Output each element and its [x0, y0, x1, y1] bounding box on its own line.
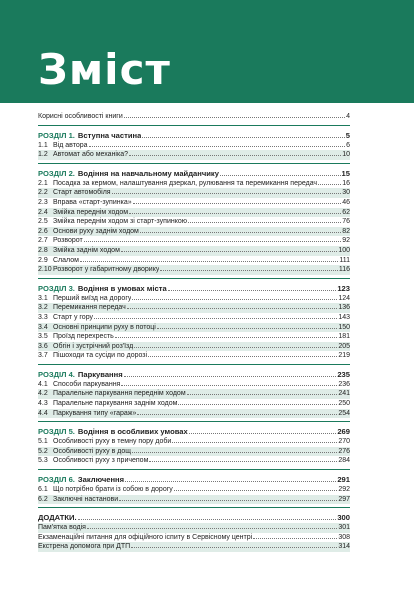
toc-entry[interactable]	[38, 150, 350, 160]
appendix-entry[interactable]	[38, 533, 350, 543]
appendix-page: 300	[337, 513, 350, 523]
section-divider	[38, 469, 350, 470]
leader-dots	[78, 519, 337, 520]
leader-dots	[115, 337, 338, 338]
section-title: Паркування	[77, 369, 123, 379]
entry-number: 2.10	[38, 266, 52, 274]
entry-page: 205	[338, 342, 350, 350]
leader-dots	[89, 146, 346, 147]
entry-page: 292	[338, 486, 350, 494]
entry-title: Автомат або механіка?	[53, 151, 128, 159]
section-label: РОЗДІЛ 3.	[38, 283, 75, 293]
entry-title: Обгін і зустрічний роз'їзд	[53, 342, 134, 350]
leader-dots	[132, 452, 337, 453]
entry-page: 82	[342, 227, 350, 235]
entry-title: Способи паркування	[53, 380, 121, 388]
appendix-title: ДОДАТКИ.	[38, 513, 77, 523]
entry-page: 308	[338, 533, 350, 541]
entry-number: 5.2	[38, 447, 48, 455]
entry-page: 30	[342, 189, 350, 197]
section-divider	[38, 125, 350, 126]
entry-title: Перший виїзд на дорогу	[53, 294, 132, 302]
leader-dots	[253, 538, 337, 539]
section-divider	[38, 507, 350, 508]
toc-entry[interactable]	[38, 437, 350, 447]
entry-title: Розворот	[53, 237, 83, 245]
entry-number: 2.2	[38, 189, 48, 197]
entry-page: 150	[338, 323, 350, 331]
section-label: РОЗДІЛ 5.	[38, 427, 75, 437]
section-label: РОЗДІЛ 2.	[38, 168, 75, 178]
header-band	[0, 0, 414, 103]
entry-number: 2.7	[38, 237, 48, 245]
section-title: Водіння в умовах міста	[77, 283, 167, 293]
entry-title: Екзаменаційні питання для офіційного іспиту в Сервісному центрі	[38, 533, 253, 541]
entry-number: 2.8	[38, 246, 48, 254]
section-heading[interactable]	[38, 130, 350, 141]
toc-entry[interactable]	[38, 141, 350, 151]
leader-dots	[119, 500, 337, 501]
entry-title: Особливості руху в дощ	[53, 447, 132, 455]
entry-page: 62	[342, 208, 350, 216]
section-title: Водіння на навчальному майданчику	[77, 168, 219, 178]
entry-page: 10	[342, 151, 350, 159]
toc-entry[interactable]	[38, 208, 350, 218]
leader-dots	[125, 481, 336, 482]
entry-page: 219	[338, 352, 350, 360]
toc-entry[interactable]	[38, 456, 350, 466]
leader-dots	[129, 155, 341, 156]
entry-title: Вправа «старт-зупинка»	[53, 198, 132, 206]
section-label: РОЗДІЛ 1.	[38, 130, 75, 140]
leader-dots	[124, 117, 345, 118]
toc-entry[interactable]	[38, 495, 350, 505]
toc-entry[interactable]	[38, 294, 350, 304]
toc-entry[interactable]	[38, 485, 350, 495]
entry-title: Перемикання передач	[53, 304, 126, 312]
leader-dots	[112, 193, 342, 194]
leader-dots	[84, 241, 341, 242]
entry-page: 6	[346, 141, 350, 149]
section-page: 15	[341, 168, 350, 178]
entry-number: 3.6	[38, 342, 48, 350]
entry-title: Паралельне паркування заднім ходом	[53, 400, 178, 408]
entry-page: 276	[338, 447, 350, 455]
entry-page: 92	[342, 237, 350, 245]
section-page: 291	[337, 475, 350, 485]
entry-number: 2.3	[38, 198, 48, 206]
entry-title: Змійка заднім ходом	[53, 246, 120, 254]
section-divider	[38, 421, 350, 422]
entry-number: 6.1	[38, 486, 48, 494]
entry-number: 2.9	[38, 256, 48, 264]
entry-page: 236	[338, 380, 350, 388]
leader-dots	[132, 299, 337, 300]
leader-dots	[137, 414, 337, 415]
toc-entry[interactable]	[38, 198, 350, 208]
section-title: Заключення	[77, 475, 125, 485]
section-heading[interactable]	[38, 426, 350, 437]
toc-entry[interactable]	[38, 217, 350, 227]
appendix-entry[interactable]	[38, 542, 350, 552]
leader-dots	[133, 203, 342, 204]
toc-entry[interactable]	[38, 246, 350, 256]
section-page: 123	[337, 283, 350, 293]
entry-title: Що потрібно брати із собою в дорогу	[53, 486, 173, 494]
entry-title: Основні принципи руху в потоці	[53, 323, 156, 331]
leader-dots	[168, 290, 337, 291]
entry-title: Паралельне паркування переднім ходом	[53, 390, 186, 398]
section-title: Вступна частина	[77, 130, 142, 140]
entry-page: 297	[338, 495, 350, 503]
entry-title: Змійка переднім ходом зі старт-зупинкою	[53, 218, 188, 226]
toc-entry[interactable]	[38, 303, 350, 313]
entry-number: 1.1	[38, 141, 48, 149]
toc-entry[interactable]	[38, 236, 350, 246]
leader-dots	[174, 490, 338, 491]
entry-page: 136	[338, 304, 350, 312]
entry-page: 301	[338, 524, 350, 532]
entry-number: 6.2	[38, 495, 48, 503]
leader-dots	[87, 528, 337, 529]
entry-number: 3.4	[38, 323, 48, 331]
leader-dots	[189, 433, 337, 434]
entry-page: 284	[338, 457, 350, 465]
entry-title: Змійка переднім ходом	[53, 208, 129, 216]
toc-entry[interactable]	[38, 332, 350, 342]
section-heading[interactable]	[38, 474, 350, 485]
leader-dots	[160, 270, 337, 271]
leader-dots	[149, 461, 337, 462]
entry-title: Старт автомобіля	[53, 189, 111, 197]
section-label: РОЗДІЛ 4.	[38, 369, 75, 379]
entry-number: 5.3	[38, 457, 48, 465]
leader-dots	[188, 222, 341, 223]
entry-page: 254	[338, 409, 350, 417]
section-heading[interactable]	[38, 168, 350, 179]
entry-number: 4.2	[38, 390, 48, 398]
entry-page: 270	[338, 438, 350, 446]
entry-number: 2.6	[38, 227, 48, 235]
entry-number: 4.3	[38, 400, 48, 408]
entry-title: Паркування типу «гараж»	[53, 409, 137, 417]
entry-title: Пішоходи та сусіди по дорозі	[53, 352, 148, 360]
entry-page: 4	[346, 113, 350, 120]
leader-dots	[80, 261, 338, 262]
entry-title: Від автора	[53, 141, 88, 149]
leader-dots	[178, 404, 337, 405]
entry-page: 111	[339, 256, 350, 264]
table-of-contents	[38, 112, 350, 552]
toc-entry[interactable]	[38, 179, 350, 189]
entry-title: Розворот у габаритному дворику	[53, 266, 160, 274]
entry-title: Слалом	[53, 256, 79, 264]
entry-title: Особливості руху з причепом	[53, 457, 149, 465]
toc-entry[interactable]	[38, 323, 350, 333]
leader-dots	[129, 213, 341, 214]
appendix-heading[interactable]	[38, 512, 350, 523]
leader-dots	[187, 394, 338, 395]
toc-entry[interactable]	[38, 409, 350, 419]
entry-number: 3.7	[38, 352, 48, 360]
entry-page: 116	[338, 266, 350, 274]
leader-dots	[121, 385, 337, 386]
entry-number: 3.3	[38, 313, 48, 321]
entry-page: 241	[338, 390, 350, 398]
section-divider	[38, 278, 350, 279]
section-title: Водіння в особливих умовах	[77, 427, 188, 437]
entry-title: Екстрена допомога при ДТП	[38, 543, 131, 551]
section-page: 5	[345, 130, 350, 140]
entry-title: Заключні настанови	[53, 495, 119, 503]
section-heading[interactable]	[38, 369, 350, 380]
appendix-entry[interactable]	[38, 523, 350, 533]
entry-title: Корисні особливості книги	[38, 113, 123, 120]
entry-number: 2.1	[38, 179, 48, 187]
toc-entry[interactable]	[38, 227, 350, 237]
leader-dots	[142, 137, 344, 138]
section-divider	[38, 163, 350, 164]
leader-dots	[121, 251, 337, 252]
entry-number: 4.4	[38, 409, 48, 417]
leader-dots	[140, 232, 341, 233]
entry-title: Пам'ятка водія	[38, 524, 86, 532]
toc-entry[interactable]	[38, 313, 350, 323]
leader-dots	[172, 442, 337, 443]
page-title: Зміст	[38, 45, 171, 94]
section-divider	[38, 364, 350, 365]
leader-dots	[94, 318, 337, 319]
entry-number: 2.4	[38, 208, 48, 216]
entry-title: Особливості руху в темну пору доби	[53, 438, 172, 446]
toc-entry[interactable]	[38, 256, 350, 266]
entry-number: 3.5	[38, 333, 48, 341]
toc-entry[interactable]	[38, 399, 350, 409]
entry-title: Посадка за кермом, налаштування дзеркал, рулювання та перемикання передач	[53, 179, 318, 187]
leader-dots	[157, 328, 337, 329]
entry-number: 3.1	[38, 294, 48, 302]
section-heading[interactable]	[38, 283, 350, 294]
leader-dots	[220, 175, 341, 176]
entry-number: 4.1	[38, 380, 48, 388]
entry-page: 100	[338, 246, 350, 254]
toc-entry[interactable]	[38, 447, 350, 457]
section-page: 235	[337, 369, 350, 379]
toc-entry[interactable]	[38, 389, 350, 399]
entry-number: 1.2	[38, 151, 48, 159]
entry-number: 3.2	[38, 304, 48, 312]
toc-entry[interactable]	[38, 342, 350, 352]
entry-number: 2.5	[38, 218, 48, 226]
toc-intro-entry[interactable]	[38, 112, 350, 122]
leader-dots	[124, 376, 337, 377]
section-page: 269	[337, 427, 350, 437]
entry-page: 124	[338, 294, 350, 302]
entry-page: 46	[342, 198, 350, 206]
toc-entry[interactable]	[38, 188, 350, 198]
section-label: РОЗДІЛ 6.	[38, 475, 75, 485]
entry-page: 143	[338, 313, 350, 321]
entry-page: 181	[338, 333, 350, 341]
entry-title: Основи руху заднім ходом	[53, 227, 139, 235]
entry-page: 250	[338, 400, 350, 408]
entry-page: 16	[342, 179, 350, 187]
leader-dots	[318, 184, 341, 185]
toc-entry[interactable]	[38, 380, 350, 390]
entry-title: Проїзд перехресть	[53, 333, 114, 341]
leader-dots	[134, 347, 337, 348]
entry-page: 314	[338, 543, 350, 551]
toc-entry[interactable]	[38, 351, 350, 361]
leader-dots	[127, 308, 338, 309]
entry-number: 5.1	[38, 438, 48, 446]
toc-entry[interactable]	[38, 265, 350, 275]
leader-dots	[148, 356, 337, 357]
leader-dots	[131, 547, 337, 548]
entry-page: 76	[342, 218, 350, 226]
entry-title: Старт у гору	[53, 313, 94, 321]
